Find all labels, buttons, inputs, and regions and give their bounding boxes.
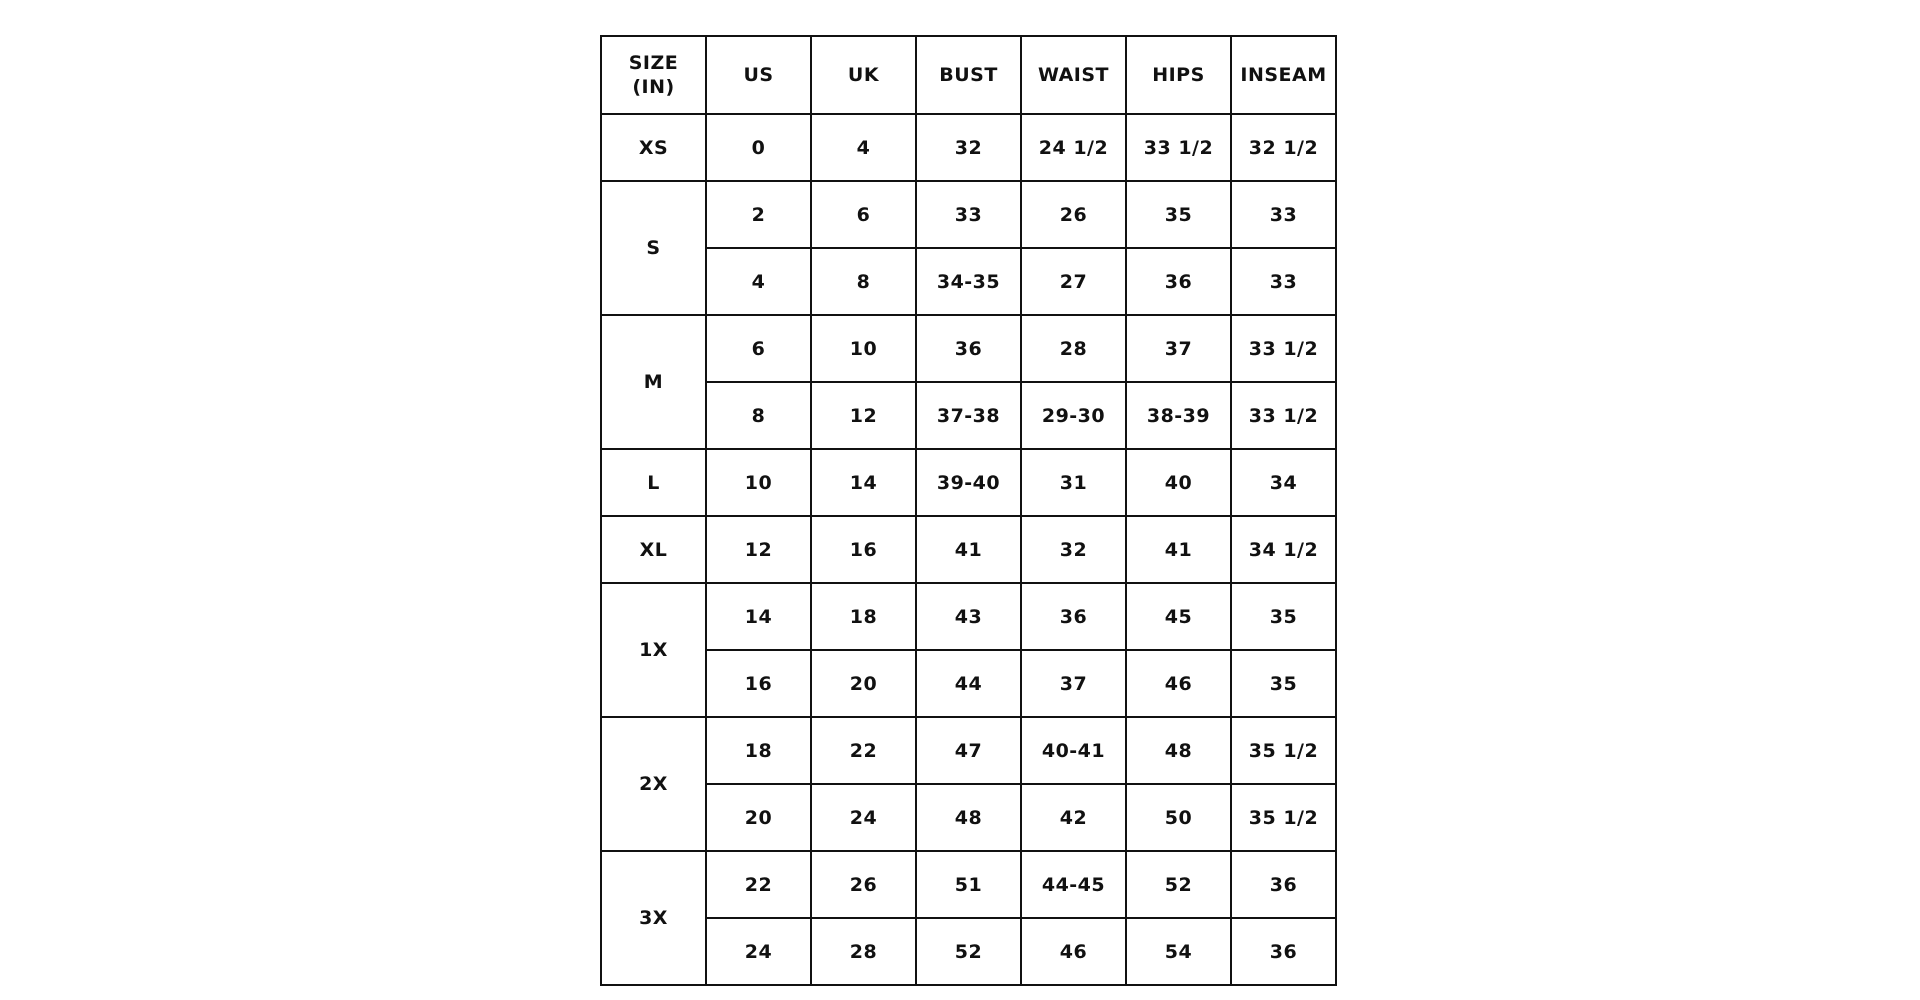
cell-waist: 31 — [1021, 449, 1126, 516]
header-row — [601, 36, 1336, 114]
cell-waist: 36 — [1021, 583, 1126, 650]
cell-inseam: 33 1/2 — [1231, 315, 1336, 382]
cell-waist: 27 — [1021, 248, 1126, 315]
cell-inseam: 35 1/2 — [1231, 717, 1336, 784]
size-group-label: M — [601, 315, 706, 449]
cell-hips: 46 — [1126, 650, 1231, 717]
size-chart-body — [601, 114, 1336, 985]
cell-hips: 52 — [1126, 851, 1231, 918]
table-row — [601, 382, 1336, 449]
cell-bust: 34-35 — [916, 248, 1021, 315]
cell-us: 20 — [706, 784, 811, 851]
cell-bust: 43 — [916, 583, 1021, 650]
table-row — [601, 918, 1336, 985]
size-group-label: L — [601, 449, 706, 516]
cell-uk: 22 — [811, 717, 916, 784]
cell-bust: 37-38 — [916, 382, 1021, 449]
cell-waist: 46 — [1021, 918, 1126, 985]
cell-hips: 45 — [1126, 583, 1231, 650]
cell-us: 12 — [706, 516, 811, 583]
cell-bust: 48 — [916, 784, 1021, 851]
cell-hips: 41 — [1126, 516, 1231, 583]
cell-hips: 33 1/2 — [1126, 114, 1231, 181]
cell-waist: 26 — [1021, 181, 1126, 248]
cell-bust: 36 — [916, 315, 1021, 382]
cell-hips: 50 — [1126, 784, 1231, 851]
cell-hips: 54 — [1126, 918, 1231, 985]
header-us: US — [706, 36, 811, 114]
cell-inseam: 34 — [1231, 449, 1336, 516]
cell-waist: 44-45 — [1021, 851, 1126, 918]
size-group-label: 2X — [601, 717, 706, 851]
cell-inseam: 33 — [1231, 181, 1336, 248]
cell-waist: 29-30 — [1021, 382, 1126, 449]
cell-bust: 51 — [916, 851, 1021, 918]
cell-uk: 4 — [811, 114, 916, 181]
size-chart-table — [600, 35, 1337, 986]
size-chart-header — [601, 36, 1336, 114]
cell-us: 8 — [706, 382, 811, 449]
cell-waist: 42 — [1021, 784, 1126, 851]
cell-us: 16 — [706, 650, 811, 717]
cell-inseam: 36 — [1231, 851, 1336, 918]
cell-bust: 41 — [916, 516, 1021, 583]
cell-inseam: 35 1/2 — [1231, 784, 1336, 851]
cell-bust: 52 — [916, 918, 1021, 985]
table-row — [601, 851, 1336, 918]
cell-inseam: 36 — [1231, 918, 1336, 985]
size-group-label: XL — [601, 516, 706, 583]
header-inseam: INSEAM — [1231, 36, 1336, 114]
cell-bust: 39-40 — [916, 449, 1021, 516]
table-row — [601, 248, 1336, 315]
cell-us: 4 — [706, 248, 811, 315]
cell-hips: 36 — [1126, 248, 1231, 315]
cell-inseam: 35 — [1231, 583, 1336, 650]
cell-hips: 37 — [1126, 315, 1231, 382]
table-row — [601, 717, 1336, 784]
cell-waist: 32 — [1021, 516, 1126, 583]
cell-us: 22 — [706, 851, 811, 918]
header-uk: UK — [811, 36, 916, 114]
table-row — [601, 449, 1336, 516]
cell-us: 24 — [706, 918, 811, 985]
cell-uk: 20 — [811, 650, 916, 717]
cell-uk: 18 — [811, 583, 916, 650]
header-size: SIZE (IN) — [601, 36, 706, 114]
cell-waist: 24 1/2 — [1021, 114, 1126, 181]
cell-us: 6 — [706, 315, 811, 382]
cell-us: 0 — [706, 114, 811, 181]
size-group-label: 3X — [601, 851, 706, 985]
cell-uk: 14 — [811, 449, 916, 516]
cell-uk: 12 — [811, 382, 916, 449]
cell-bust: 32 — [916, 114, 1021, 181]
cell-hips: 38-39 — [1126, 382, 1231, 449]
cell-inseam: 34 1/2 — [1231, 516, 1336, 583]
cell-us: 18 — [706, 717, 811, 784]
table-row — [601, 114, 1336, 181]
cell-uk: 8 — [811, 248, 916, 315]
size-group-label: XS — [601, 114, 706, 181]
size-group-label: S — [601, 181, 706, 315]
cell-uk: 10 — [811, 315, 916, 382]
table-row — [601, 315, 1336, 382]
cell-bust: 33 — [916, 181, 1021, 248]
cell-bust: 44 — [916, 650, 1021, 717]
table-row — [601, 181, 1336, 248]
cell-waist: 40-41 — [1021, 717, 1126, 784]
cell-waist: 28 — [1021, 315, 1126, 382]
cell-uk: 26 — [811, 851, 916, 918]
cell-inseam: 33 1/2 — [1231, 382, 1336, 449]
cell-hips: 35 — [1126, 181, 1231, 248]
cell-bust: 47 — [916, 717, 1021, 784]
size-group-label: 1X — [601, 583, 706, 717]
cell-us: 2 — [706, 181, 811, 248]
cell-us: 10 — [706, 449, 811, 516]
cell-uk: 28 — [811, 918, 916, 985]
header-bust: BUST — [916, 36, 1021, 114]
header-hips: HIPS — [1126, 36, 1231, 114]
table-row — [601, 650, 1336, 717]
cell-hips: 40 — [1126, 449, 1231, 516]
cell-inseam: 32 1/2 — [1231, 114, 1336, 181]
cell-inseam: 33 — [1231, 248, 1336, 315]
cell-uk: 6 — [811, 181, 916, 248]
cell-us: 14 — [706, 583, 811, 650]
cell-uk: 24 — [811, 784, 916, 851]
cell-inseam: 35 — [1231, 650, 1336, 717]
table-row — [601, 516, 1336, 583]
table-row — [601, 583, 1336, 650]
cell-uk: 16 — [811, 516, 916, 583]
cell-waist: 37 — [1021, 650, 1126, 717]
header-waist: WAIST — [1021, 36, 1126, 114]
table-row — [601, 784, 1336, 851]
cell-hips: 48 — [1126, 717, 1231, 784]
